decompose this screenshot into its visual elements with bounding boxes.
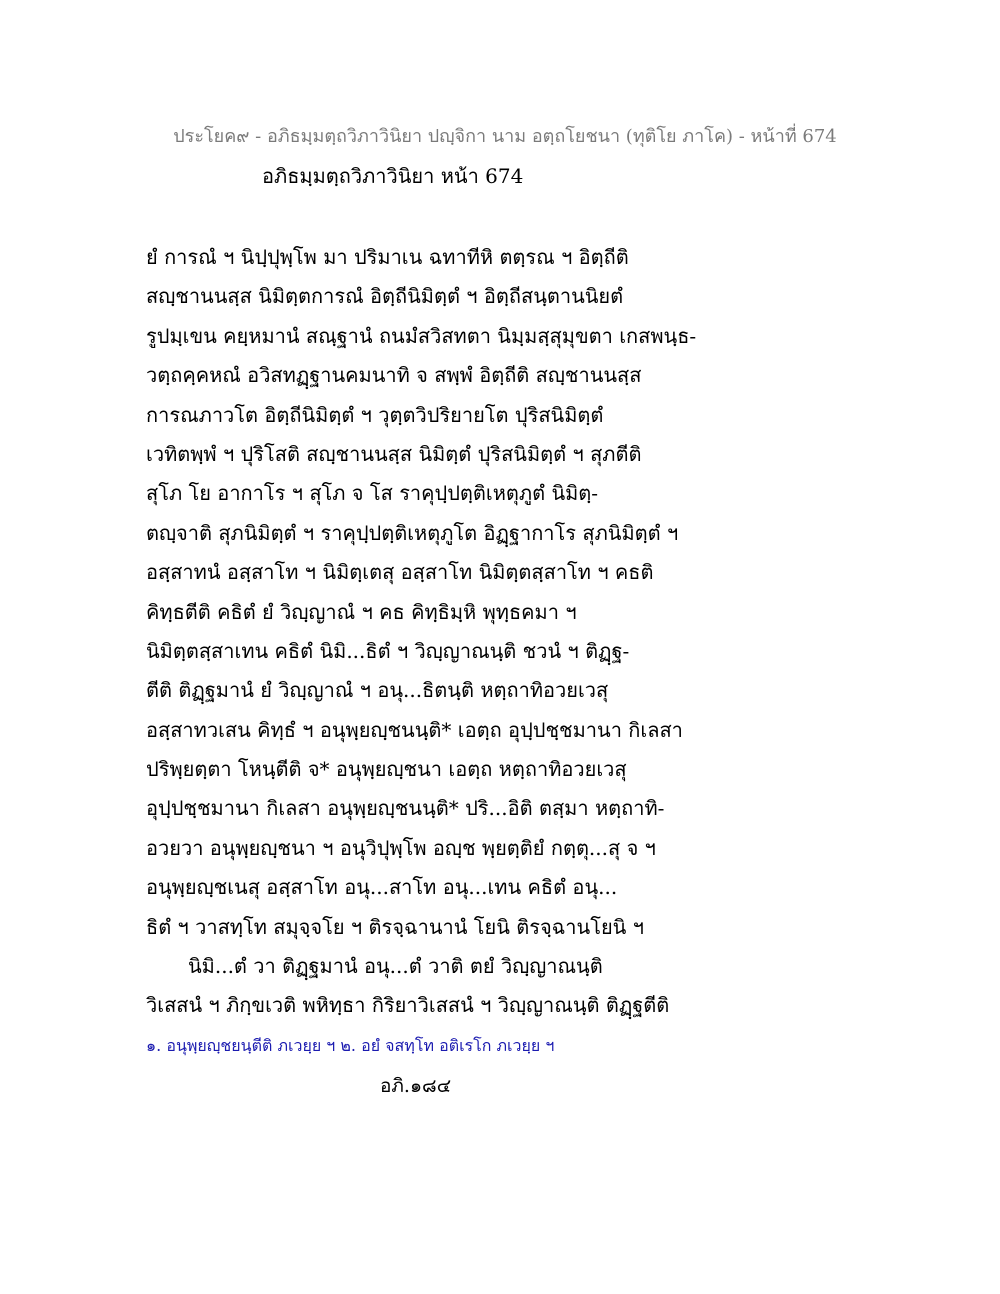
text-line: อสฺสาทนํ อสฺสาโท ฯ นิมิตฺเตสุ อสฺสาโท นิมิตฺตสฺสาโท ฯ คธติ [146,560,654,585]
text-line: อสฺสาทวเสน คิทฺธํ ฯ อนุพฺยญฺชนนฺติ* เอตฺถ อุปฺปชฺชมานา กิเลสา [146,717,683,742]
text-line: ยํ การณํ ฯ นิปฺปุพฺโพ มา ปริมาเน ฉทาทีหิ ตตฺรณ ฯ อิตฺถีติ [146,245,629,269]
running-head-text: ประโยค๙ - อภิธมฺมตฺถวิภาวินิยา ปญฺจิกา นาม อตฺถโยชนา (ทุติโย ภาโค) - หน้าที่ 674 [173,126,837,147]
body-text [146,238,706,1026]
page-title: อภิธมฺมตฺถวิภาวินิยา หน้า 674 [262,164,524,188]
text-line: สญฺชานนสฺส นิมิตฺตการณํ อิตฺถีนิมิตฺตํ ฯ อิตฺถีสนฺตานนิยตํ [146,284,624,309]
page-number: อภิ.๑๘๔ [380,1075,452,1097]
text-line: อุปฺปชฺชมานา กิเลสา อนุพฺยญฺชนนฺติ* ปริ...อิติ ตสฺมา หตฺถาทิ- [146,796,665,821]
running-head [0,121,1000,150]
text-line: ตีติ ติฏฺฐมานํ ยํ วิญฺญาณํ ฯ อนุ...ธิตนฺติ หตฺถาทิอวยเวสุ [146,678,609,703]
text-line: การณภาวโต อิตฺถีนิมิตฺตํ ฯ วุตฺตวิปริยายโต ปุริสนิมิตฺตํ [146,402,604,427]
footnote: ๑. อนุพฺยญฺชยนฺตีติ ภเวยฺย ฯ ๒. อยํ จสทฺโท อติเรโก ภเวยฺย ฯ [146,1036,555,1055]
text-line: ปริพฺยตฺตา โหนฺตีติ จ* อนุพฺยญฺชนา เอตฺถ หตฺถาทิอวยเวสุ [146,757,627,782]
text-line: คิทฺธตีติ คธิตํ ยํ วิญฺญาณํ ฯ คธ คิทฺธิมฺหิ พุทฺธคมา ฯ [146,599,577,624]
text-line: วตฺถคฺคหณํ อวิสทฏฺฐานคมนาทิ จ สพฺพํ อิตฺถีติ สญฺชานนสฺส [146,363,642,388]
text-line: เวทิตพฺพํ ฯ ปุริโสติ สญฺชานนสฺส นิมิตฺตํ ปุริสนิมิตฺตํ ฯ สุภตีติ [146,441,642,466]
text-line: ตญฺจาติ สุภนิมิตฺตํ ฯ ราคุปฺปตฺติเหตุภูโต อิฏฺฐากาโร สุภนิมิตฺตํ ฯ [146,520,679,545]
text-line: อนุพฺยญฺชเนสุ อสฺสาโท อนุ...สาโท อนุ...เทน คธิตํ อนุ... [146,875,618,900]
text-line: วิเสสนํ ฯ ภิกฺขเวติ พหิทฺธา กิริยาวิเสสนํ ฯ วิญฺญาณนฺติ ติฏฺฐตีติ [146,993,670,1018]
text-line: อวยวา อนุพฺยญฺชนา ฯ อนุวิปุพฺโพ อญฺช พฺยตฺติยํ กตฺตุ...สุ จ ฯ [146,835,656,860]
text-line: รูปมฺเขน คยฺหมานํ สณฺฐานํ ถนมํสวิสทตา นิมฺมสฺสุมุขตา เกสพนฺธ- [146,323,697,348]
text-line: นิมิตฺตสฺสาเทน คธิตํ นิมิ...ธิตํ ฯ วิญฺญาณนฺติ ชวนํ ฯ ติฏฺฐ- [146,638,630,663]
text-line-indented: นิมิ...ตํ วา ติฏฺฐมานํ อนุ...ตํ วาติ ตยํ วิญฺญาณนฺติ [188,954,603,979]
text-line: ธิตํ ฯ วาสทฺโท สมุจฺจโย ฯ ติรจฺฉานานํ โยนิ ติรจฺฉานโยนิ ฯ [146,914,644,939]
text-line: สุโภ โย อากาโร ฯ สุโภ จ โส ราคุปฺปตฺติเหตุภูตํ นิมิตฺ- [146,481,599,506]
